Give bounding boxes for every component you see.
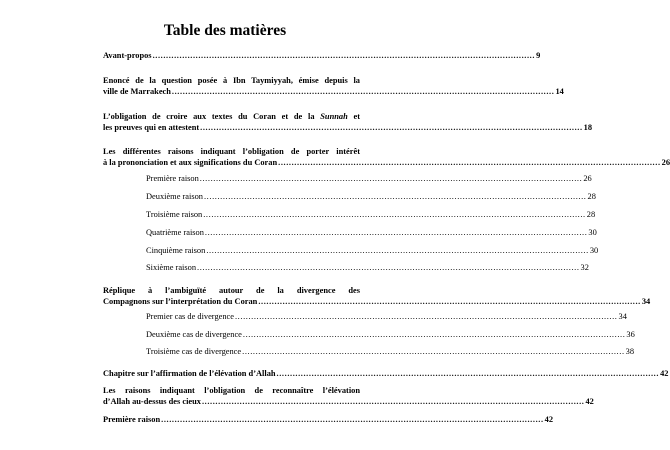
toc-subentry-quatrieme-raison[interactable] bbox=[146, 227, 597, 238]
toc-subentry-premiere-raison[interactable] bbox=[146, 173, 592, 184]
dot-leader: .............................................................................................................................................. bbox=[242, 330, 626, 339]
toc-page-number: 28 bbox=[587, 192, 596, 201]
toc-page-number: 32 bbox=[580, 263, 589, 272]
toc-entry-label-line: Les différentes raisons indiquant l’obligation de porter intérêt bbox=[103, 147, 360, 156]
dot-leader: .............................................................................................................................................. bbox=[200, 123, 583, 132]
toc-entry-avant-propos[interactable] bbox=[103, 50, 541, 61]
toc-page-number: 14 bbox=[555, 87, 564, 96]
toc-page-number: 42 bbox=[585, 397, 594, 406]
toc-subentry-deuxieme-raison[interactable] bbox=[146, 191, 596, 202]
toc-entry-label: Troisième cas de divergence bbox=[146, 347, 242, 356]
toc-page-number: 18 bbox=[583, 123, 593, 132]
toc-entry-label: Compagnons sur l’interprétation du Coran bbox=[103, 297, 258, 306]
toc-page-number: 36 bbox=[626, 330, 635, 339]
toc-entry-chapitre-elevation[interactable] bbox=[103, 368, 669, 379]
toc-entry-label: les preuves qui en attestent bbox=[103, 123, 200, 132]
toc-entry-label-line: Réplique à l’ambiguïté autour de la divergence des bbox=[103, 286, 360, 295]
dot-leader: .............................................................................................................................................. bbox=[276, 369, 660, 378]
dot-leader: .............................................................................................................................................. bbox=[171, 87, 555, 96]
dot-leader: .............................................................................................................................................. bbox=[161, 415, 544, 424]
toc-subentry-deuxieme-cas[interactable] bbox=[146, 329, 635, 340]
toc-entry-label: Cinquième raison bbox=[146, 246, 206, 255]
dot-leader: .............................................................................................................................................. bbox=[234, 312, 618, 321]
toc-entry-raisons-elevation[interactable] bbox=[103, 385, 594, 407]
toc-page-number: 38 bbox=[625, 347, 635, 356]
toc-entry-label: Deuxième raison bbox=[146, 192, 203, 201]
toc-page-number: 30 bbox=[588, 228, 597, 237]
dot-leader: .............................................................................................................................................. bbox=[206, 246, 589, 255]
toc-entry-label: Quatrième raison bbox=[146, 228, 204, 237]
toc-page-number: 42 bbox=[544, 415, 554, 424]
toc-entry-label: Deuxième cas de divergence bbox=[146, 330, 242, 339]
toc-entry-label: Sixième raison bbox=[146, 263, 197, 272]
dot-leader: .............................................................................................................................................. bbox=[242, 347, 625, 356]
toc-entry-label-line: L’obligation de croire aux textes du Coran et de la Sunnah et bbox=[103, 112, 360, 121]
toc-page-number: 34 bbox=[618, 312, 627, 321]
toc-entry-label: Chapitre sur l’affirmation de l’élévation d’Allah bbox=[103, 369, 276, 378]
toc-page-number: 9 bbox=[536, 51, 541, 60]
toc-entry-label: ville de Marrakech bbox=[103, 87, 171, 96]
toc-entry-obligation-croire[interactable] bbox=[103, 111, 593, 133]
toc-page-number: 34 bbox=[641, 297, 651, 306]
toc-entry-label: Troisième raison bbox=[146, 210, 203, 219]
toc-entry-label: Première raison bbox=[103, 415, 161, 424]
dot-leader: .............................................................................................................................................. bbox=[278, 158, 661, 167]
toc-entry-label-line: Enoncé de la question posée à Ibn Taymiyyah, émise depuis la bbox=[103, 76, 360, 85]
toc-entry-premiere-raison[interactable] bbox=[103, 414, 554, 425]
toc-entry-replique[interactable] bbox=[103, 285, 651, 307]
dot-leader: .............................................................................................................................................. bbox=[203, 210, 586, 219]
dot-leader: .............................................................................................................................................. bbox=[201, 397, 585, 406]
toc-page-number: 28 bbox=[586, 210, 596, 219]
toc-page-number: 26 bbox=[583, 174, 592, 183]
dot-leader: .............................................................................................................................................. bbox=[197, 263, 580, 272]
dot-leader: .............................................................................................................................................. bbox=[152, 51, 536, 60]
toc-page-number: 42 bbox=[660, 369, 669, 378]
toc-entry-label-line: Les raisons indiquant l’obligation de reconnaître l’élévation bbox=[103, 386, 360, 395]
toc-entry-enonce[interactable] bbox=[103, 75, 564, 97]
toc-entry-label: Première raison bbox=[146, 174, 199, 183]
dot-leader: .............................................................................................................................................. bbox=[203, 192, 587, 201]
page-title: Table des matières bbox=[163, 22, 287, 39]
toc-subentry-troisieme-cas[interactable] bbox=[146, 346, 635, 357]
toc-subentry-cinquieme-raison[interactable] bbox=[146, 245, 599, 256]
toc-entry-label: à la prononciation et aux significations du Coran bbox=[103, 158, 278, 167]
toc-subentry-sixieme-raison[interactable] bbox=[146, 262, 589, 273]
toc-entry-label: d’Allah au-dessus des cieux bbox=[103, 397, 201, 406]
toc-entry-label: Premier cas de divergence bbox=[146, 312, 234, 321]
toc-entry-label: Avant-propos bbox=[103, 51, 152, 60]
toc-page-number: 26 bbox=[661, 158, 670, 167]
toc-subentry-troisieme-raison[interactable] bbox=[146, 209, 596, 220]
dot-leader: .............................................................................................................................................. bbox=[258, 297, 641, 306]
toc-subentry-premier-cas[interactable] bbox=[146, 311, 627, 322]
toc-page-number: 30 bbox=[589, 246, 599, 255]
toc-entry-differentes-raisons[interactable] bbox=[103, 146, 670, 168]
dot-leader: .............................................................................................................................................. bbox=[204, 228, 588, 237]
dot-leader: .............................................................................................................................................. bbox=[199, 174, 583, 183]
